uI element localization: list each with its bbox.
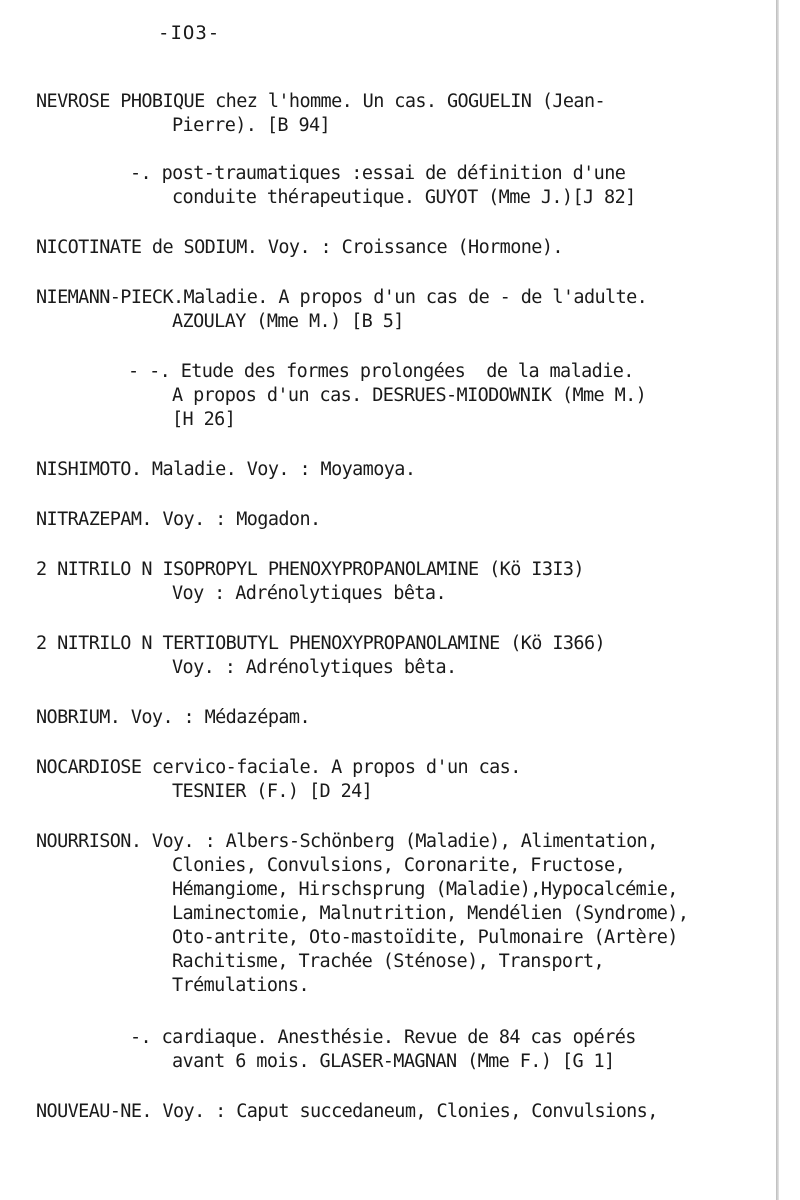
index-line: Rachitisme, Trachée (Sténose), Transport, — [172, 951, 605, 972]
index-line: NOCARDIOSE cervico-faciale. A propos d'un cas. — [36, 757, 521, 778]
index-line: Clonies, Convulsions, Coronarite, Fructose, — [172, 855, 626, 876]
index-line: NOBRIUM. Voy. : Médazépam. — [36, 707, 310, 728]
index-line: TESNIER (F.) [D 24] — [172, 781, 373, 802]
index-line: 2 NITRILO N TERTIOBUTYL PHENOXYPROPANOLAMINE (Kö I366) — [36, 633, 606, 654]
index-line: A propos d'un cas. DESRUES-MIODOWNIK (Mme M.) — [172, 385, 647, 406]
index-line: -. cardiaque. Anesthésie. Revue de 84 cas opérés — [130, 1027, 636, 1048]
index-line: NIEMANN-PIECK.Maladie. A propos d'un cas de - de l'adulte. — [36, 287, 648, 308]
index-line: NICOTINATE de SODIUM. Voy. : Croissance (Hormone). — [36, 237, 563, 258]
index-line: - -. Etude des formes prolongées de la maladie. — [128, 361, 634, 382]
index-line: Voy : Adrénolytiques bêta. — [172, 583, 446, 604]
page-edge-shadow — [776, 0, 779, 1200]
index-line: Pierre). [B 94] — [172, 115, 331, 136]
index-line: avant 6 mois. GLASER-MAGNAN (Mme F.) [G 1] — [172, 1051, 615, 1072]
index-line: Voy. : Adrénolytiques bêta. — [172, 657, 457, 678]
index-line: [H 26] — [172, 409, 236, 430]
index-line: Hémangiome, Hirschsprung (Maladie),Hypocalcémie, — [172, 879, 678, 900]
index-line: AZOULAY (Mme M.) [B 5] — [172, 311, 404, 332]
index-line: conduite thérapeutique. GUYOT (Mme J.)[J 82] — [172, 187, 636, 208]
index-line: NEVROSE PHOBIQUE chez l'homme. Un cas. GOGUELIN (Jean- — [36, 91, 606, 112]
index-line: NOUVEAU-NE. Voy. : Caput succedaneum, Clonies, Convulsions, — [36, 1101, 658, 1122]
index-line: NITRAZEPAM. Voy. : Mogadon. — [36, 509, 321, 530]
index-line: Trémulations. — [172, 975, 309, 996]
page-number: -IO3- — [158, 22, 221, 44]
index-line: 2 NITRILO N ISOPROPYL PHENOXYPROPANOLAMINE (Kö I3I3) — [36, 559, 584, 580]
index-line: NOURRISON. Voy. : Albers-Schönberg (Maladie), Alimentation, — [36, 831, 658, 852]
index-line: -. post-traumatiques :essai de définition d'une — [130, 163, 626, 184]
index-line: NISHIMOTO. Maladie. Voy. : Moyamoya. — [36, 459, 416, 480]
index-line: Laminectomie, Malnutrition, Mendélien (Syndrome), — [172, 903, 689, 924]
index-line: Oto-antrite, Oto-mastoïdite, Pulmonaire (Artère) — [172, 927, 678, 948]
